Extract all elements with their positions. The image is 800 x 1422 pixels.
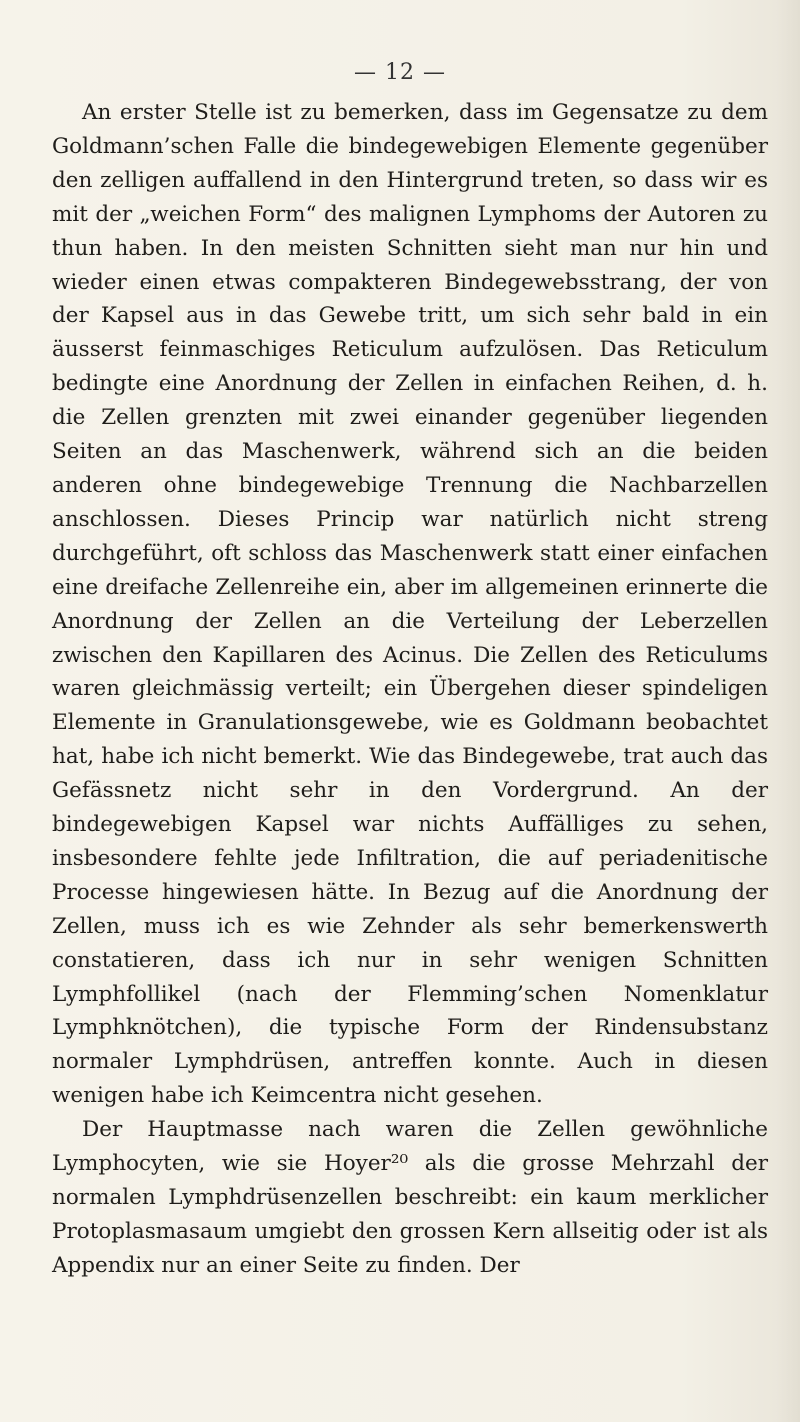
paragraph-2: Der Hauptmasse nach waren die Zellen gewöhnliche Lymphocyten, wie sie Hoyer²⁰ als die grosse Mehrzahl der normalen Lymphdrüsenzellen beschreibt: ein kaum merklicher Protoplasmasaum umgiebt den grossen Kern allseitig oder ist als Appendix nur an einer Seite zu finden. Der xyxy=(52,1117,768,1278)
page-number-header: — 12 — xyxy=(354,60,446,85)
paragraph-1: An erster Stelle ist zu bemerken, dass im Gegensatze zu dem Goldmann’schen Falle die bindegewebigen Elemente gegenüber den zelligen auffallend in den Hintergrund treten, so dass wir es mit der „weichen Form“ des malignen Lymphoms der Autoren zu thun haben. In den meisten Schnitten sieht man nur hin und wieder einen etwas compakteren Bindegewebsstrang, der von der Kapsel aus in das Gewebe tritt, um sich sehr bald in ein äusserst feinmaschiges Reticulum aufzulösen. Das Reticulum bedingte eine Anordnung der Zellen in einfachen Reihen, d. h. die Zellen grenzten mit zwei einander gegenüber liegenden Seiten an das Maschenwerk, während sich an die beiden anderen ohne bindegewebige Trennung die Nachbarzellen anschlossen. Dieses Princip war natürlich nicht streng durchgeführt, oft schloss das Maschenwerk statt einer einfachen eine dreifache Zellenreihe ein, aber im allgemeinen erinnerte die Anordnung der Zellen an die Verteilung der Leberzellen zwischen den Kapillaren des Acinus. Die Zellen des Reticulums waren gleichmässig verteilt; ein Übergehen dieser spindeligen Elemente in Granulationsgewebe, wie es Goldmann beobachtet hat, habe ich nicht bemerkt. Wie das Bindegewebe, trat auch das Gefässnetz nicht sehr in den Vordergrund. An der bindegewebigen Kapsel war nichts Auffälliges zu sehen, insbesondere fehlte jede Infiltration, die auf periadenitische Processe hingewiesen hätte. In Bezug auf die Anordnung der Zellen, muss ich es wie Zehnder als sehr bemerkenswerth constatieren, dass ich nur in sehr wenigen Schnitten Lymphfollikel (nach der Flemming’schen Nomenklatur Lymphknötchen), die typische Form der Rindensubstanz normaler Lymphdrüsen, antreffen konnte. Auch in diesen wenigen habe ich Keimcentra nicht gesehen. xyxy=(52,100,768,1109)
body-text xyxy=(52,96,768,1283)
